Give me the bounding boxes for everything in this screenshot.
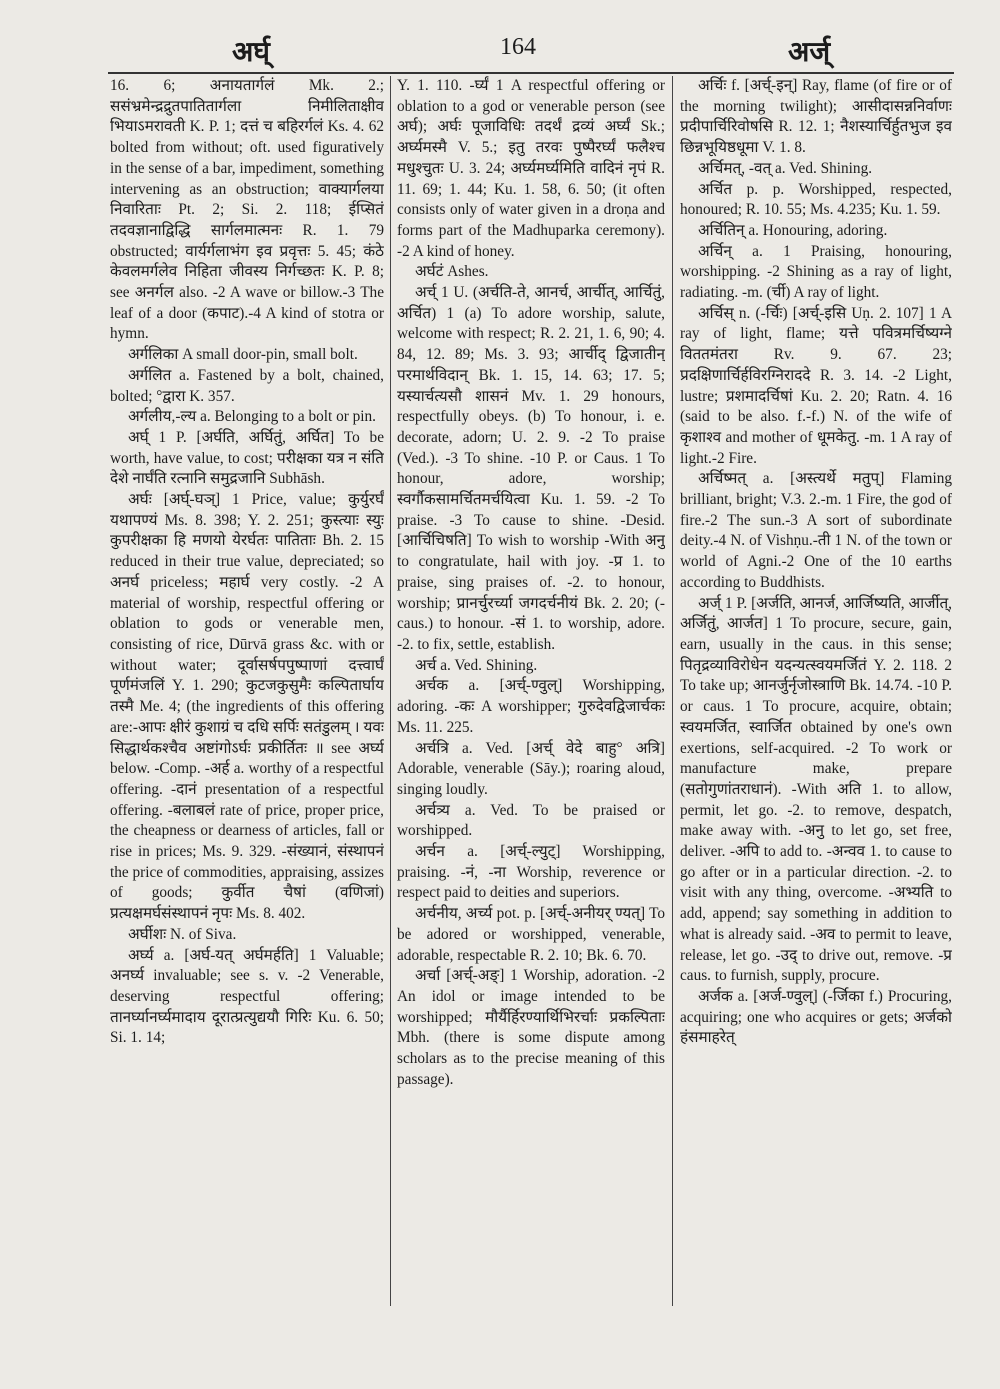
dictionary-entry: अर्चक a. [अर्च्-ण्वुल्] Worshipping, adoring. -कः A worshipper; गुरुदेवद्विजार्चकः Ms. 11. 225.	[397, 677, 665, 736]
column-middle	[397, 76, 665, 1316]
column-left	[110, 76, 384, 1316]
left-guide-word: अर्घ्	[232, 35, 270, 68]
column-divider	[390, 76, 391, 1306]
dictionary-entry: अर्घटं Ashes.	[415, 263, 489, 281]
page-header	[0, 26, 1000, 76]
dictionary-entry: अर्गलित a. Fastened by a bolt, chained, bolted; °द्वारा K. 357.	[110, 366, 384, 405]
dictionary-entry: अर्चन a. [अर्च्-ल्युट्] Worshipping, praising. -नं, -ना Worship, reverence or respect paid to deities and superiors.	[397, 843, 665, 902]
dictionary-entry: अर्चित p. p. Worshipped, respected, honoured; R. 10. 55; Ms. 4.235; Ku. 1. 59.	[680, 180, 952, 219]
dictionary-entry: अर्चनीय, अर्च्य pot. p. [अर्च्-अनीयर् ण्यत्] To be adored or worshipped, venerable, adorable, respectable R. 2. 10; Bk. 6. 70.	[397, 905, 665, 964]
dictionary-entry: अर्घः [अर्घ्-घञ्] 1 Price, value; कुर्युरर्घं यथापण्यं Ms. 8. 398; Y. 2. 251; कुस्त्याः स्युः कुपरीक्षका हि मणयो येरर्घतः पातिताः Bh. 2. 15 reduced in their true value, depreciated; so अनर्घ priceless; महार्घ very costly. -2 A material of worship, respectful offering or oblation to gods or venerable men, consisting of rice, Dūrvā grass &c. with or without water; दूर्वासर्षपपुष्पाणां दत्त्वार्घं पूर्णमंजलिं Y. 1. 290; कुटजकुसुमैः कल्पितार्घाय तस्मै Me. 4; (the ingredients of this offering are:-आपः क्षीरं कुशाग्रं च दधि सर्पिः सतंडुलम् । यवः सिद्धार्थकश्चैव अष्टांगोऽर्घः प्रकीर्तितः ॥ see अर्घ्य below. -Comp. -अर्ह a. worthy of a respectful offering. -दानं presentation of a respectful offering. -बलाबलं rate of price, proper price, the cheapness or dearness of articles, fall or rise in prices; Ms. 9. 329. -संख्यानं, संस्थापनं the price of commodities, appraising, assizes of goods; कुर्वीत चैषां (वणिजां) प्रत्यक्षमर्घसंस्थापनं नृपः Ms. 8. 402.	[110, 491, 384, 923]
dictionary-entry: अर्गलीय,-ल्य a. Belonging to a bolt or pin.	[128, 408, 377, 426]
dictionary-entry: अर्चत्रि a. Ved. [अर्च् वेदे बाहु° अत्रि] Adorable, venerable (Sāy.); roaring aloud, singing loudly.	[397, 739, 665, 798]
dictionary-entry: अर्चिमत्, -वत् a. Ved. Shining.	[698, 159, 873, 177]
dictionary-entry: अर्घ् 1 P. [अर्घति, अर्घितुं, अर्घित] To be worth, have value, to cost; परीक्षका यत्र न संति देशे नार्घंति रत्नानि समुद्रजानि Subhāsh.	[110, 428, 384, 488]
dictionary-entry: अर्चा [अर्च्-अङ्] 1 Worship, adoration. -2 An idol or image intended to be worshipped; मौर्यैर्हिरण्यार्थिभिरर्चाः प्रकल्पिताः Mbh. (there is some dispute among scholars as to the precise meaning of this passage).	[397, 967, 665, 1088]
header-rule	[108, 72, 954, 74]
dictionary-entry: अर्जक a. [अर्ज-ण्वुल्] (-र्जिका f.) Procuring, acquiring; one who acquires or gets; अर्जको हंसमाहरेत्	[680, 987, 952, 1047]
dictionary-entry: अर्चितिन् a. Honouring, adoring.	[698, 221, 888, 239]
dictionary-entry: अर्गलिका A small door-pin, small bolt.	[128, 346, 358, 364]
dictionary-entry: अर्च a. Ved. Shining.	[415, 656, 538, 674]
column-divider	[672, 76, 673, 1306]
dictionary-entry: अर्ज् 1 P. [अर्जति, आनर्ज, आर्जिष्यति, आर्जीत्, अर्जितुं, आर्जत] 1 To procure, secure, gain, earn, usually in the caus. in this sense; पितृद्रव्याविरोधेन यदन्यत्स्वयमर्जितं Y. 2. 118. 2 To take up; आनर्जुर्नृजोस्त्राणि Bk. 14.74. -10 P. or caus. 1 To procure, acquire, obtain; स्वयमर्जित, स्वार्जित obtained by one's own exertions, self-acquired. -2 To work or manufacture make, prepare (सतोगुणांतराधानं). -With अति 1. to allow, permit, let go. -2. to remove, despatch, make away with. -अनु to let go, set free, deliver. -अपि to add to. -अन्वव 1. to cause to go after or in a particular direction. -2. to visit with any thing, overcome. -अभ्यति to add, append; say something in addition to what is already said. -अव to permit to leave, release, let go. -उद् to drive out, remove. -प्र caus. to furnish, supply, procure.	[680, 594, 952, 985]
dictionary-entry: अर्च् 1 U. (अर्चति-ते, आनर्च, आर्चीत्, आर्चितुं, अर्चित) 1 (a) To adore worship, salute, welcome with respect; R. 2. 21, 1. 6, 90; 4. 84, 12. 89; Ms. 3. 93; आर्चीद् द्विजातीन् परमार्थविदान् Bk. 1. 15, 14. 63; 17. 5; यस्यार्चत्यसौ शासनं Mv. 1. 29 honours, respectfully obeys. (b) To honour, i. e. decorate, adorn; U. 2. 9. -2 To praise (Ved.). -3 To shine. -10 P. or Caus. 1 To honour, adore, worship; स्वर्गौकसामर्चितमर्चयित्वा Ku. 1. 59. -2 To praise. -3 To cause to shine. -Desid. [आर्चिचिषति] To wish to worship -With अनु to congratulate, hail with joy. -प्र 1. to praise, sing praises of. -2. to honour, worship; प्रानर्चुरर्च्या जगदर्चनीयं Bk. 2. 20; (-caus.) to honour. -सं 1. to worship, adore. -2. to fix, settle, establish.	[397, 284, 665, 653]
dictionary-entry: अर्चिन् a. 1 Praising, honouring, worshipping. -2 Shining as a ray of light, radiating. -m. (र्ची) A ray of light.	[680, 242, 952, 302]
dictionary-entry: अर्घीशः N. of Siva.	[128, 925, 237, 943]
right-guide-word: अर्ज्	[788, 35, 831, 68]
dictionary-entry: Y. 1. 110. -र्घ्यं 1 A respectful offering or oblation to a god or venerable person (see अर्घ); अर्घः पूजाविधिः तदर्थं द्रव्यं अर्घ्यं Sk.; अर्घ्यमस्मै V. 5.; इतु तरवः पुष्पैरर्घ्यं फलैश्च मधुश्चुतः U. 3. 24; अर्घ्यमर्घ्यमिति वादिनं नृपं R. 11. 69; 1. 44; Ku. 1. 58, 6. 50; (it often consists only of water given in a droṇa and forms part of the Madhuparka ceremony). -2 A kind of honey.	[397, 77, 665, 260]
dictionary-entry: अर्घ्य a. [अर्घ-यत् अर्घमर्हति] 1 Valuable; अनर्घ्य invaluable; see s. v. -2 Venerable, deserving respectful offering; तानर्घ्यानर्घ्यमादाय दूरात्प्रत्युद्ययौ गिरिः Ku. 6. 50; Si. 1. 14;	[110, 946, 384, 1047]
dictionary-entry: 16. 6; अनायतार्गलं Mk. 2.; ससंभ्रमेन्द्रद्रुतपातितार्गला निमीलिताक्षीव भियाऽमरावती K. P. 1; दत्तं च बहिरर्गलं Ks. 4. 62 bolted from without; oft. used figuratively in the sense of a bar, impediment, something intervening as an obstruction; वाक्यार्गलया निवारिताः Pt. 2; Si. 2. 118; ईप्सितं तदवज्ञानाद्विद्धि सार्गलमात्मनः R. 1. 79 obstructed; वार्यर्गलाभंग इव प्रवृत्तः 5. 45; कंठे केवलमर्गलेव निहिता जीवस्य निर्गच्छतः K. P. 8; see अनर्गल also. -2 A wave or billow.-3 The leaf of a door (कपाट).-4 A kind of stotra or hymn.	[110, 77, 384, 343]
dictionary-entry: अर्चिस् n. (-र्चिः) [अर्च्-इसि Uṇ. 2. 107] 1 A ray of light, flame; यत्ते पवित्रमर्चिष्यग्ने विततमंतरा Rv. 9. 67. 23; प्रदक्षिणार्चिर्हविरग्निराददे R. 3. 14. -2 Light, lustre; प्रशमादर्चिषां Ku. 2. 20; Ratn. 4. 16 (said to be also. f.-f.) N. of the wife of कृशाश्व and mother of धूमकेतु. -m. 1 A ray of light.-2 Fire.	[680, 304, 952, 467]
page-number: 164	[500, 34, 536, 60]
dictionary-entry: अर्चिः f. [अर्च्-इन्] Ray, flame (of fire or of the morning twilight); आसीदासन्ननिर्वाणः प्रदीपार्चिरिवोषसि R. 12. 1; नैशस्यार्चिर्हुतभुज इव छिन्नभूयिष्ठधूमा V. 1. 8.	[680, 77, 952, 157]
dictionary-entry: अर्चत्र्य a. Ved. To be praised or worshipped.	[397, 801, 665, 840]
column-right	[680, 76, 952, 1316]
dictionary-entry: अर्चिष्मत् a. [अस्त्यर्थे मतुप्] Flaming brilliant, bright; V.3. 2.-m. 1 Fire, the god of fire.-2 The sun.-3 A sort of subordinate deity.-4 N. of Vishṇu.-ती 1 N. of the town or world of Agni.-2 One of the 10 earths according to Buddhists.	[680, 470, 952, 591]
